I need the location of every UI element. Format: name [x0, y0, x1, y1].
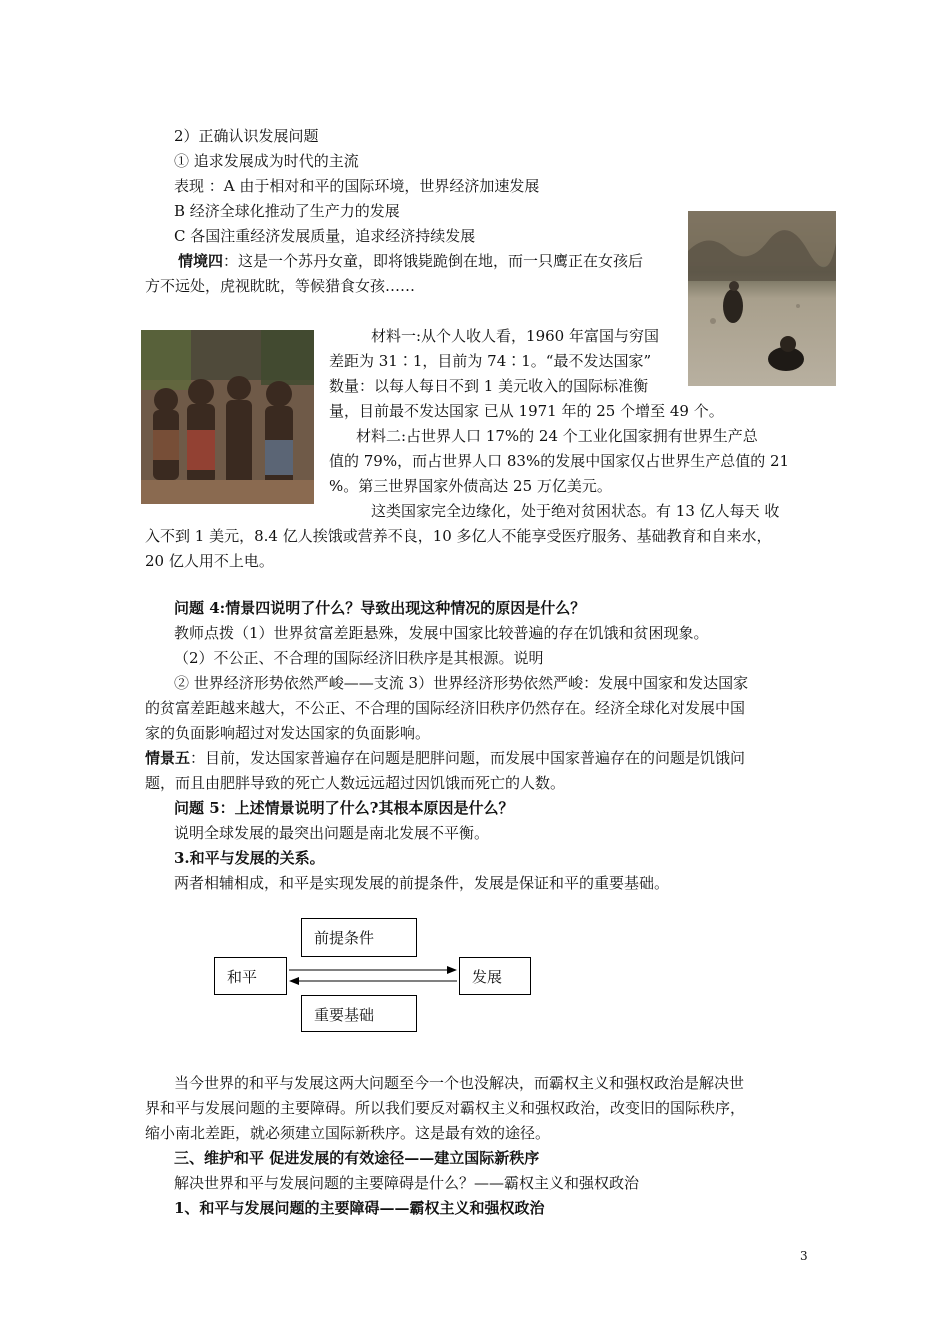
question4-line5: 家的负面影响超过对发达国家的负面影响。 [145, 724, 431, 742]
diagram-top-box: 前提条件 [301, 918, 417, 957]
manifest-c: C 各国注重经济发展质量，追求经济持续发展 [174, 227, 476, 245]
material1-line1: 材料一:从个人收人看，1960 年富国与穷国 [371, 327, 659, 345]
question5-answer: 说明全球发展的最突出问题是南北发展不平衡。 [174, 824, 490, 842]
scene4-line1: 情境四：这是一个苏丹女童，即将饿毙跪倒在地，而一只鹰正在女孩后 [178, 252, 644, 270]
manifest-b: B 经济全球化推动了生产力的发展 [174, 202, 400, 220]
material2-line1: 材料二:占世界人口 17%的 24 个工业化国家拥有世界生产总 [356, 427, 758, 445]
question4-line4: 的贫富差距越来越大，不公正、不合理的国际经济旧秩序仍然存在。经济全球化对发展中国 [145, 699, 746, 717]
scene4-label: 情境四 [178, 252, 224, 270]
point-1: ① 追求发展成为时代的主流 [174, 152, 359, 170]
material2-line3: %。第三世界国家外债高达 25 万亿美元。 [329, 477, 612, 495]
starving-children-photo [141, 330, 314, 504]
poverty-line3: 20 亿人用不上电。 [145, 552, 274, 570]
diagram-arrows [287, 962, 459, 988]
material1-line4: 量，目前最不发达国家 已从 1971 年的 25 个增至 49 个。 [329, 402, 724, 420]
closing-line1: 当今世界的和平与发展这两大问题至今一个也没解决，而霸权主义和强权政治是解决世 [174, 1074, 745, 1092]
page-number: 3 [800, 1249, 808, 1263]
diagram-right-box: 发展 [459, 957, 531, 995]
closing-line2: 界和平与发展问题的主要障碍。所以我们要反对霸权主义和强权政治，改变旧的国际秩序， [145, 1099, 746, 1117]
question4-line3: ② 世界经济形势依然严峻——支流 3）世界经济形势依然严峻：发展中国家和发达国家 [174, 674, 749, 692]
diagram-left-box: 和平 [214, 957, 287, 995]
section3-title: 3.和平与发展的关系。 [174, 849, 325, 867]
question4-line1: 教师点拨（1）世界贫富差距悬殊，发展中国家比较普遍的存在饥饿和贫困现象。 [174, 624, 709, 642]
manifest-a: 表现 ：A 由于相对和平的国际环境，世界经济加速发展 [174, 177, 540, 195]
material1-line3: 数量：以每人每日不到 1 美元收入的国际标准衡 [329, 377, 649, 395]
scene4-line2: 方不远处，虎视眈眈，等候猎食女孩…… [145, 277, 416, 295]
question4-title: 问题 4:情景四说明了什么？导致出现这种情况的原因是什么？ [174, 599, 586, 617]
arrow-right-head [447, 966, 457, 974]
material2-line2: 值的 79%，而占世界人口 83%的发展中国家仅占世界生产总值的 21 [329, 452, 790, 470]
material1-line2: 差距为 31∶1，目前为 74∶1。“最不发达国家” [329, 352, 652, 370]
poverty-line1: 这类国家完全边缘化，处于绝对贫困状态。有 13 亿人每天 收 [371, 502, 780, 520]
scene5-line1: 情景五：目前，发达国家普遍存在问题是肥胖问题，而发展中国家普遍存在的问题是饥饿问 [145, 749, 746, 767]
diagram-bottom-box: 重要基础 [301, 995, 417, 1032]
part3-title: 三、维护和平 促进发展的有效途径——建立国际新秩序 [174, 1149, 540, 1167]
sudan-girl-vulture-photo [688, 211, 836, 386]
arrow-left-head [289, 977, 299, 985]
scene5-label: 情景五 [145, 749, 191, 767]
section3-text: 两者相辅相成，和平是实现发展的前提条件，发展是保证和平的重要基础。 [174, 874, 670, 892]
poverty-line2: 入不到 1 美元，8.4 亿人挨饿或营养不良，10 多亿人不能享受医疗服务、基础教育和自来水， [145, 527, 772, 545]
question4-line2: （2）不公正、不合理的国际经济旧秩序是其根源。说明 [174, 649, 544, 667]
part3-question: 解决世界和平与发展问题的主要障碍是什么？——霸权主义和强权政治 [174, 1174, 640, 1192]
scene5-line2: 题，而且由肥胖导致的死亡人数远远超过因饥饿而死亡的人数。 [145, 774, 566, 792]
part3-sub1: 1、和平与发展问题的主要障碍——霸权主义和强权政治 [174, 1199, 545, 1217]
closing-line3: 缩小南北差距，就必须建立国际新秩序。这是最有效的途径。 [145, 1124, 551, 1142]
question5-title: 问题 5：上述情景说明了什么?其根本原因是什么？ [174, 799, 514, 817]
section-heading: 2）正确认识发展问题 [174, 127, 319, 145]
